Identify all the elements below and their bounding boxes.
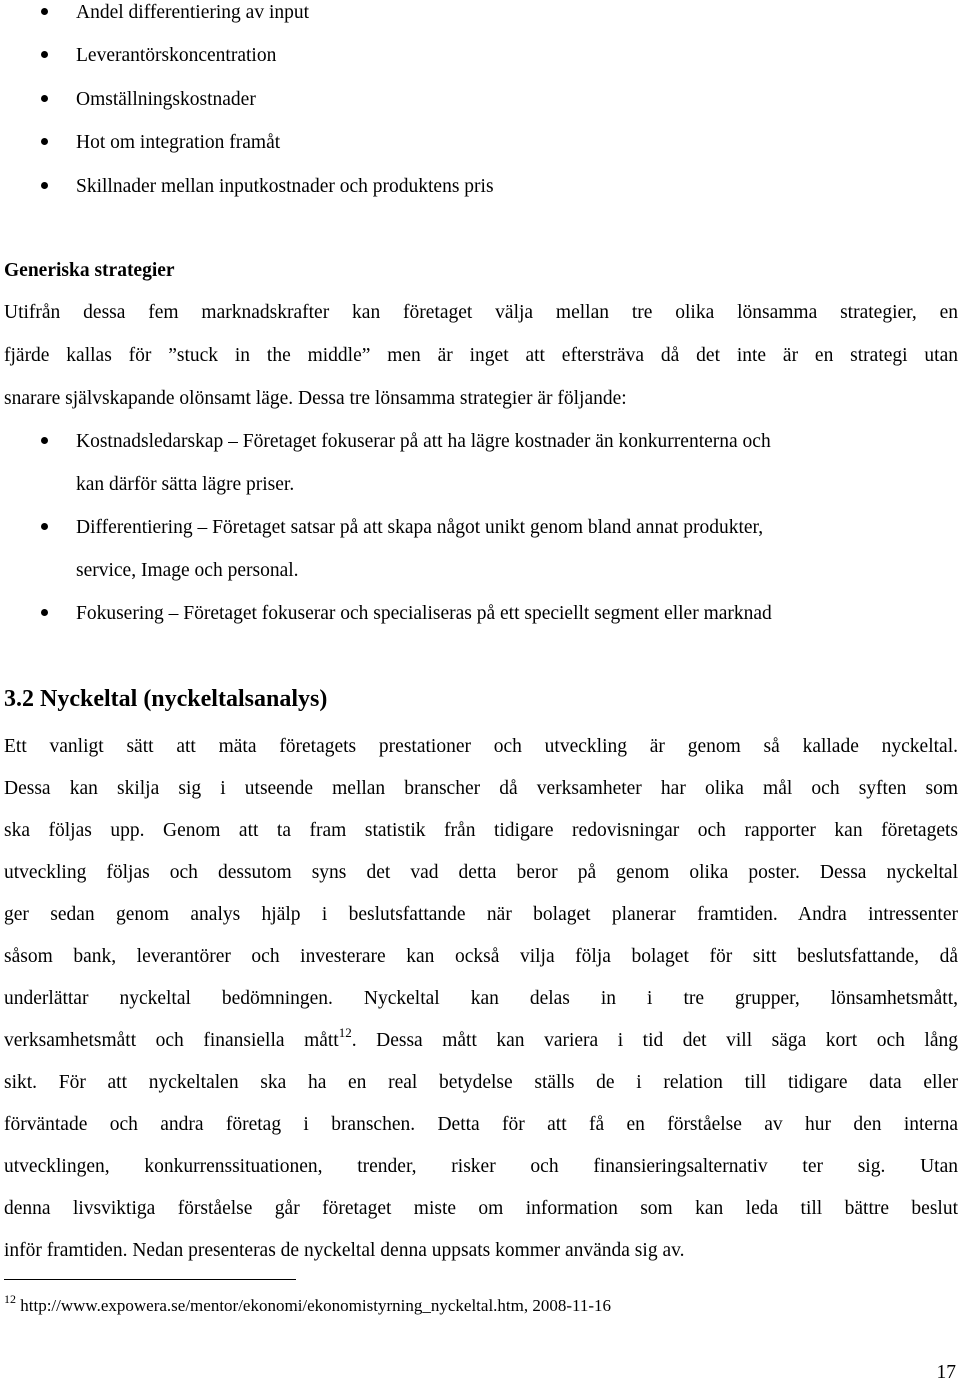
paragraph-line: snarare självskapande olönsamt läge. Dessa tre lönsamma strategier är följande: (4, 388, 627, 409)
footnote-text: http://www.expowera.se/mentor/ekonomi/ekonomistyrning_nyckeltal.htm, 2008-11-16 (16, 1296, 612, 1315)
paragraph-line: sikt. För att nyckeltalen ska ha en real betydelse ställs de i relation till tidigare data eller (4, 1072, 958, 1093)
paragraph-line-footnote: verksamhetsmått och finansiella mått$^{12}$. Dessa mått kan variera i tid det vill säga kort och lång (4, 1025, 958, 1051)
document-page: Andel differentiering av input Leverantörskoncentration Omställningskostnader Hot om integration framåt Skillnader mellan inputkostnader och produktens pris Generiska strategier Utifrån dessa fem marknadskrafter kan företaget välja mellan tre olika lönsamma strategier, en fjärde kallas för ”stuck in the middle” men är inget att eftersträva då det inte är en strategi utan snarare självskapande olönsamt läge. Dessa tre lönsamma strategier är följande: Kostnadsledarskap – Företaget fokuserar på att ha lägre kostnader än konkurrenterna och kan därför sätta lägre priser. Differentiering – Företaget satsar på att skapa något unikt genom bland annat produkter, service, Image och personal. Fokusering – Företaget fokuserar och specialiseras på ett speciellt segment eller marknad 3.2 Nyckeltal (nyckeltalsanalys) Ett vanligt sätt att mäta företagets prestationer och utveckling är genom så kallade nyckeltal. Dessa kan skilja sig i utseende mellan branscher då verksamheter har olika mål och syften som ska följas upp. Genom att ta fram statistik från tidigare redovisningar och rapporter kan företagets utveckling följas och dessutom syns det vad detta beror på genom olika poster. Dessa nyckeltal ger sedan genom analys hjälp i beslutsfattande när bolaget planerar framtiden. Andra intressenter såsom bank, leverantörer och investerare kan också vilja följa bolaget för sitt beslutsfattande, då underlättar nyckeltal bedömningen. Nyckeltal kan delas in i tre grupper, lönsamhetsmått, verksamhetsmått och finansiella mått$^{12}$. Dessa mått kan variera i tid det vill säga kort och lång sikt. För att nyckeltalen ska ha en real betydelse ställs de i relation till tidigare data eller förväntade och andra företag i branschen. Detta för att få en förståelse av hur den interna utvecklingen, konkurrenssituationen, trender, risker och finansieringsalternativ ter sig. Utan denna livsviktiga förståelse går företaget miste om information som kan leda till bättre beslut inför framtiden. Nedan presenteras de nyckeltal denna uppsats kommer använda sig av. $^{12}$ http://www.expowera.se/mentor/ekonomi/ekonomistyrning_nyckeltal.htm, 2008-11-16 17 (4, 2, 958, 1383)
paragraph-line: ska följas upp. Genom att ta fram statistik från tidigare redovisningar och rapporter kan företagets (4, 820, 958, 841)
paragraph-line: fjärde kallas för ”stuck in the middle” men är inget att eftersträva då det inte är en strategi utan (4, 345, 958, 366)
paragraph-line: Utifrån dessa fem marknadskrafter kan företaget välja mellan tre olika lönsamma strategier, en (4, 302, 958, 323)
footnote-divider (4, 1279, 296, 1280)
bullet-icon (36, 131, 56, 155)
section-heading: 3.2 Nyckeltal (nyckeltalsanalys) (4, 686, 328, 712)
footnote-reference[interactable]: 12 (338, 1025, 352, 1040)
footnote-number: 12 (4, 1292, 16, 1306)
paragraph-line: denna livsviktiga förståelse går företaget miste om information som kan leda till bättre beslut (4, 1198, 958, 1219)
page-number: 17 (936, 1362, 956, 1383)
paragraph-line: förväntade och andra företag i branschen. Detta för att få en förståelse av hur den interna (4, 1114, 958, 1135)
bullet-icon (36, 44, 56, 68)
bullet-icon (36, 516, 56, 540)
subheading-generic-strategies: Generiska strategier (4, 260, 175, 281)
paragraph-line: utveckling följas och dessutom syns det vad detta beror på genom olika poster. Dessa nyckeltal (4, 862, 958, 883)
bullet-icon (36, 1, 56, 25)
paragraph-line: inför framtiden. Nedan presenteras de nyckeltal denna uppsats kommer använda sig av. (4, 1240, 685, 1261)
bullet-icon (36, 430, 56, 454)
bullet-icon (36, 88, 56, 112)
bullet-icon (36, 175, 56, 199)
paragraph-line: underlättar nyckeltal bedömningen. Nyckeltal kan delas in i tre grupper, lönsamhetsmått, (4, 988, 958, 1009)
paragraph-line: utvecklingen, konkurrenssituationen, trender, risker och finansieringsalternativ ter sig. Utan (4, 1156, 958, 1177)
bullet-icon (36, 602, 56, 626)
paragraph-line: såsom bank, leverantörer och investerare kan också vilja följa bolaget för sitt beslutsfattande, då (4, 946, 958, 967)
paragraph-line: Dessa kan skilja sig i utseende mellan branscher då verksamheter har olika mål och syften som (4, 778, 958, 799)
footnote (4, 1292, 612, 1317)
paragraph-line: Ett vanligt sätt att mäta företagets prestationer och utveckling är genom så kallade nyckeltal. (4, 736, 958, 757)
paragraph-line: ger sedan genom analys hjälp i beslutsfattande när bolaget planerar framtiden. Andra intressenter (4, 904, 958, 925)
